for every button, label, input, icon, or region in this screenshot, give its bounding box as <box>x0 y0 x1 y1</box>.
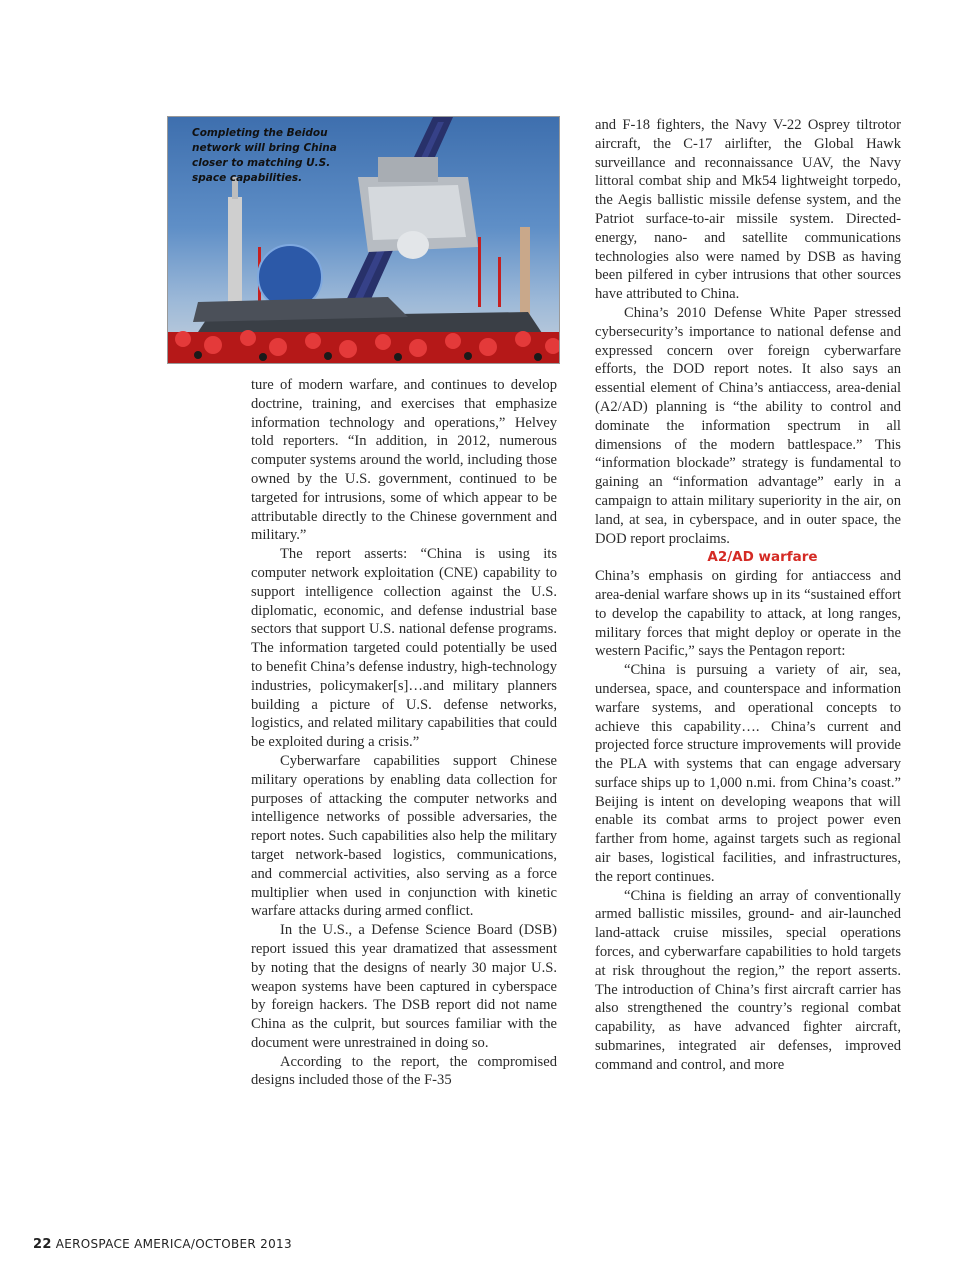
left-paragraph-3: Cyberwarfare capabilities support Chinese military operations by enabling data collection for purposes of attacking the computer networks and intelligence networks of possible adversaries, the report notes. Such capabilities also help the military target network-based logistics, communications, and commercial activities, also serving as a force multiplier when used in conjunction with kinetic warfare attacks during armed conflict. <box>251 752 557 920</box>
right-paragraph-2: China’s 2010 Defense White Paper stressed cybersecurity’s importance to national defense and expressed concern over foreign cyberwarfare efforts, the DOD report notes. It also says an essential element of China’s antiaccess, area-denial (A2/AD) planning is “the ability to control and dominate the information spectrum in all dimensions of the modern battlespace.” This “information blockade” strategy is fundamental to gaining an “information advantage” early in a campaign to attain military superiority in the air, on land, at sea, in cyberspace, and in outer space, the DOD report proclaims. <box>595 304 901 547</box>
page-number: 22 <box>33 1237 52 1252</box>
left-paragraph-2: The report asserts: “China is using its computer network exploitation (CNE) capability to support intelligence collection against the U.S. diplomatic, economic, and defense industrial base sectors that support U.S. national defense programs. The information targeted could potentially be used to benefit China’s defense industry, high-technology industries, policymaker[s]…and military planners building a picture of U.S. defense networks, logistics, and related military capabilities that could be exploited during a crisis.” <box>251 546 557 751</box>
page-footer <box>33 1237 292 1252</box>
figure-photo <box>167 116 560 364</box>
right-paragraph-5: “China is fielding an array of conventionally armed ballistic missiles, ground- and air-launched land-attack cruise missiles, special operations forces, and cyberwarfare capabilities to hold targets at risk throughout the region,” the report asserts. The introduction of China’s first aircraft carrier has also strengthened the country’s regional combat capability, as have advanced fighter aircraft, submarines, integrated air defenses, improved command and control, and more <box>595 887 901 1073</box>
left-paragraph-5: According to the report, the compromised designs included those of the F-35 <box>251 1053 557 1089</box>
right-paragraph-3: China’s emphasis on girding for antiaccess and area-denial warfare shows up in its “sustained effort to develop the capability to attack, at long ranges, military forces that might deploy or operate in the western Pacific,” says the Pentagon report: <box>595 568 901 660</box>
section-subhead: A2/AD warfare <box>707 549 818 566</box>
right-paragraph-4: “China is pursuing a variety of air, sea, undersea, space, and counterspace and information warfare systems, and operational concepts to achieve this capability…. China’s current and projected force structure improvements will provide the PLA with systems that can engage adversary surface ships up to 1,000 n.mi. from China’s coast.” Beijing is intent on developing weapons that will enable its combat arms to project power even farther from home, against targets such as regional air bases, logistical facilities, and infrastructures, the report continues. <box>595 662 901 885</box>
left-paragraph-1: ture of modern warfare, and continues to develop doctrine, training, and exercises that emphasize information technology and operations,” Helvey told reporters. “In addition, in 2012, numerous computer systems around the world, including those owned by the U.S. government, continued to be targeted for intrusions, some of which appear to be attributable directly to the Chinese government and military.” <box>251 377 557 544</box>
left-column <box>251 376 557 1090</box>
publication-line: AEROSPACE AMERICA/OCTOBER 2013 <box>55 1237 292 1251</box>
figure-caption: Completing the Beidou network will bring China closer to matching U.S. space capabilities. <box>192 127 337 184</box>
left-paragraph-4: In the U.S., a Defense Science Board (DSB) report issued this year dramatized that assessment by noting that the designs of nearly 30 major U.S. weapon systems have been captured in cyberspace by foreign hackers. The DSB report did not name China as the culprit, but sources familiar with the document were unrestrained in doing so. <box>251 922 557 1051</box>
right-column <box>595 116 901 1075</box>
right-paragraph-1: and F-18 fighters, the Navy V-22 Osprey tiltrotor aircraft, the C-17 airlifter, the Global Hawk surveillance and reconnaissance UAV, the Navy littoral combat ship and Mk54 lightweight torpedo, the Aegis ballistic missile defense system, and the Patriot surface-to-air missile system. Directed-energy, nano- and satellite communications technologies also were named by DSB as having been pilfered in cyber intrusions that other sources have attributed to China. <box>595 117 901 303</box>
